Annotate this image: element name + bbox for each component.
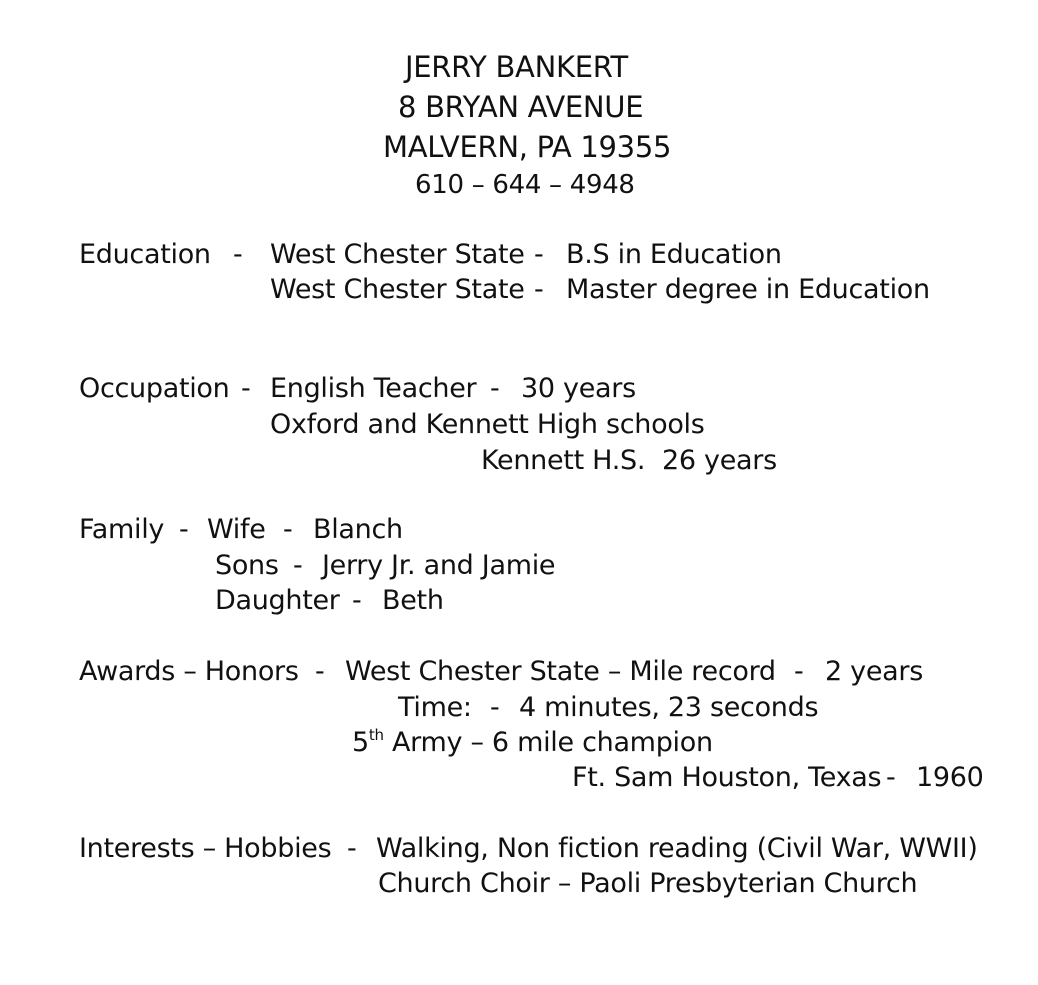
family-sons-separator: - <box>293 550 303 581</box>
occupation-title: English Teacher <box>270 373 477 404</box>
awards-label: Awards – Honors <box>79 656 299 687</box>
family-separator: - <box>179 514 189 545</box>
occupation-schools: Oxford and Kennett High schools <box>270 409 705 440</box>
awards-time-value: 4 minutes, 23 seconds <box>519 692 819 723</box>
occupation-kennett-years: 26 years <box>662 445 777 476</box>
education-degree-1: B.S in Education <box>566 239 782 270</box>
family-label: Family <box>79 514 165 545</box>
family-wife-separator: - <box>283 514 293 545</box>
awards-time-label: Time: <box>398 692 472 723</box>
occupation-title-separator: - <box>490 373 500 404</box>
awards-location: Ft. Sam Houston, Texas <box>572 762 882 793</box>
army-text: Army – 6 mile champion <box>391 727 713 758</box>
interests-label: Interests – Hobbies <box>79 833 332 864</box>
family-wife-label: Wife <box>207 514 266 545</box>
education-separator-2: - <box>534 274 544 305</box>
family-sons: Jerry Jr. and Jamie <box>322 550 556 581</box>
family-daughter-separator: - <box>352 585 362 616</box>
city-line: MALVERN, PA 19355 <box>383 130 672 164</box>
education-degree-2: Master degree in Education <box>566 274 930 305</box>
education-label: Education <box>79 239 211 270</box>
name-line: JERRY BANKERT <box>405 50 628 84</box>
awards-location-separator: - <box>886 762 896 793</box>
education-separator: - <box>233 239 243 270</box>
awards-mile-record: West Chester State – Mile record <box>345 656 776 687</box>
occupation-separator: - <box>241 373 251 404</box>
education-separator-1: - <box>534 239 544 270</box>
awards-army-champion <box>352 727 713 759</box>
family-wife: Blanch <box>313 514 403 545</box>
awards-record-years: 2 years <box>825 656 923 687</box>
phone-line: 610 – 644 – 4948 <box>415 170 635 200</box>
awards-record-separator: - <box>794 656 804 687</box>
army-number: 5 <box>352 727 369 758</box>
interests-line-2: Church Choir – Paoli Presbyterian Church <box>378 868 918 899</box>
army-ordinal: th <box>368 726 384 744</box>
interests-separator: - <box>347 833 357 864</box>
street-line: 8 BRYAN AVENUE <box>398 90 644 124</box>
awards-time-separator: - <box>490 692 500 723</box>
occupation-label: Occupation <box>79 373 230 404</box>
awards-separator: - <box>315 656 325 687</box>
occupation-years: 30 years <box>521 373 636 404</box>
education-school-1: West Chester State <box>270 239 525 270</box>
family-daughter: Beth <box>382 585 444 616</box>
interests-line-1: Walking, Non fiction reading (Civil War, WWII) <box>376 833 978 864</box>
occupation-kennett: Kennett H.S. <box>481 445 646 476</box>
family-sons-label: Sons <box>215 550 279 581</box>
education-school-2: West Chester State <box>270 274 525 305</box>
awards-year: 1960 <box>916 762 984 793</box>
family-daughter-label: Daughter <box>215 585 340 616</box>
